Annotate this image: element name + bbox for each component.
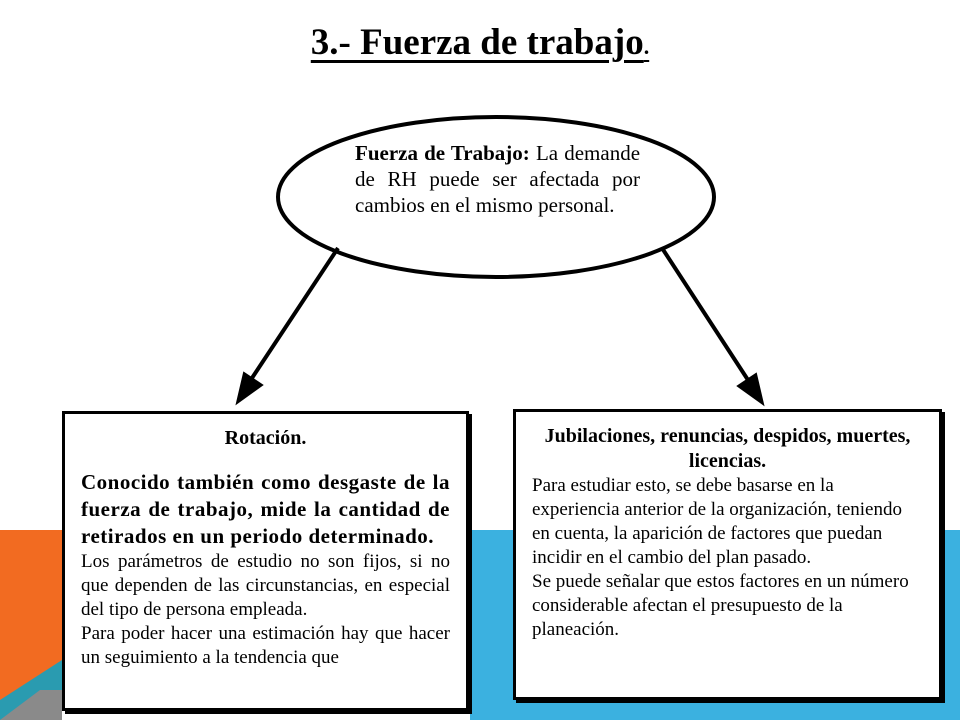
- ellipse-description: La demande de RH puede ser afectada por cambios en el mismo personal.: [355, 141, 641, 217]
- rotacion-heading: Rotación.: [224, 427, 307, 449]
- rotacion-paragraph-1: Los parámetros de estudio no son fijos, si no que dependen de las circunstancias, en especial del tipo de persona empleada.: [81, 551, 450, 620]
- rotacion-box: [62, 411, 469, 711]
- jubilaciones-heading: Jubilaciones, renuncias, despidos, muertes, licencias.: [544, 425, 911, 472]
- rotacion-intro: Conocido también como desgaste de la fuerza de trabajo, mide la cantidad de retirados en un periodo determinado.: [81, 470, 450, 548]
- arrow-left: [237, 248, 338, 403]
- rotacion-paragraph-2: Para poder hacer una estimación hay que hacer un seguimiento a la tendencia que: [81, 623, 450, 668]
- ellipse-label: Fuerza de Trabajo:: [355, 141, 530, 165]
- jubilaciones-paragraph-1: Para estudiar esto, se debe basarse en la experiencia anterior de la organización, teniendo en cuenta, la aparición de factores que puedan incidir en el cambio del plan pasado.: [532, 475, 902, 568]
- ellipse-content: [355, 140, 640, 218]
- jubilaciones-box: [513, 409, 942, 700]
- title-text: 3.- Fuerza de trabajo: [310, 22, 644, 63]
- slide-title: [0, 18, 960, 72]
- title-dot: .: [643, 34, 650, 59]
- arrow-right: [662, 248, 763, 404]
- jubilaciones-paragraph-2: Se puede señalar que estos factores en un número considerable afectan el presupuesto de la planeación.: [532, 571, 909, 640]
